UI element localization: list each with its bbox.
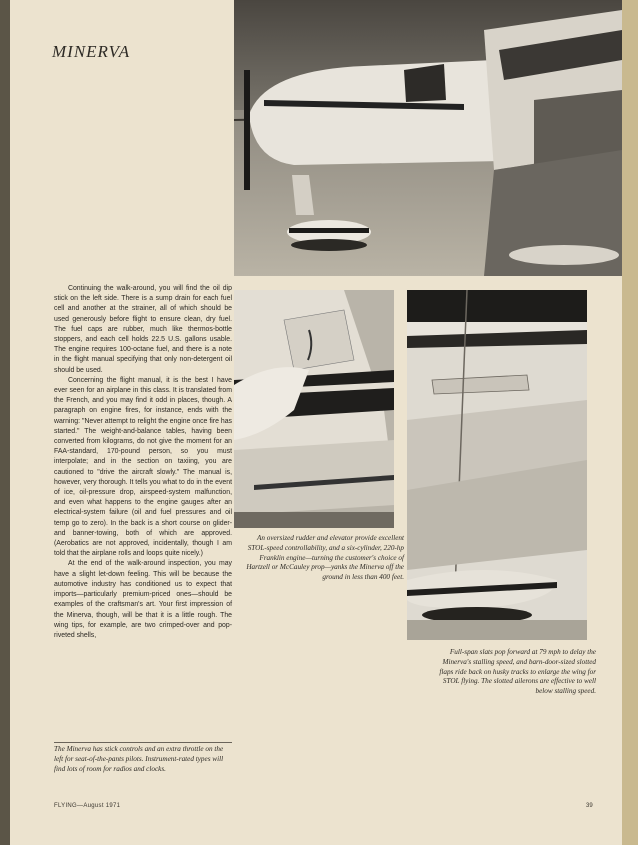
slats-caption: Full-span slats pop forward at 79 mph to delay the Minerva's stalling speed, and barn-door-sized slotted flaps ride back on husky tracks to enlarge the wing for STOL flying. The slotted ailerons are effective to well below stalling speed. <box>439 648 596 696</box>
caption-divider <box>54 742 232 743</box>
page-left-edge <box>0 0 10 845</box>
page-right-edge <box>622 0 638 845</box>
cockpit-caption: The Minerva has stick controls and an extra throttle on the left for seat-of-the-pants pilots. Instrument-rated types will find lots of room for radios and clocks. <box>54 745 224 773</box>
tail-rudder-photo <box>234 290 394 528</box>
body-paragraph: Concerning the flight manual, it is the best I have ever seen for an airplane in this class. It is translated from the French, and you may find it odd in places, though. A paragraph on engine fires, for instance, ends with the warning: "Never attempt to relight the engine once fire has started." The weight-and-balance tables, having been converted from kilograms, do not give the moment for an FAA-standard, 170-pound person, so you must interpolate; and in the section on taxiing, you are cautioned to "drive the aircraft slowly." The manual is, however, very thorough. It tells you what to do in the event of ice, oil-pressure drop, airspeed-system malfunction, and even what happens to the engine gauges after an electrical-system failure (oil and fuel pressures and oil temp go to zero). In the back is a short course on glider- and banner-towing, both of which are approved. (Aerobatics are not approved, incidentally, though I am told that the airplane rolls and loops quite nicely.) <box>54 376 232 558</box>
magazine-footer: FLYING—August 1971 <box>54 803 121 809</box>
wing-slats-photo <box>407 290 587 640</box>
airplane-nose-photo <box>234 0 622 276</box>
section-title: MINERVA <box>52 42 131 61</box>
magazine-page <box>10 0 622 845</box>
page-number: 39 <box>586 803 593 809</box>
tail-caption: An oversized rudder and elevator provide excellent STOL-speed controllability, and a six-cylinder, 220-hp Franklin engine—turning the customer's choice of Hartzell or McCauley prop—yanks the Minerva off the ground in less than 400 feet. <box>246 534 404 582</box>
article-body <box>54 284 232 641</box>
body-paragraph: Continuing the walk-around, you will find the oil dip stick on the left side. There is a sump drain for each fuel cell and another at the strainer, all of which should be used generously before flight to ensure clean, dry fuel. The fuel caps are rubber, much like thermos-bottle stoppers, and each cell holds 22.5 U.S. gallons usable. The engine requires 100-octane fuel, and there is a note in the flight manual specifying that only non-detergent oil should be used. <box>54 285 232 374</box>
body-paragraph: At the end of the walk-around inspection, you may have a slight let-down feeling. This will be because the automotive industry has conditioned us to expect that imports—particularly premium-priced ones—should be examples of the craftsman's art. Your first impression of the Minerva, though, will be that it is a little rough. The wing tips, for example, are two crimped-over and pop-riveted shells, <box>54 560 232 639</box>
